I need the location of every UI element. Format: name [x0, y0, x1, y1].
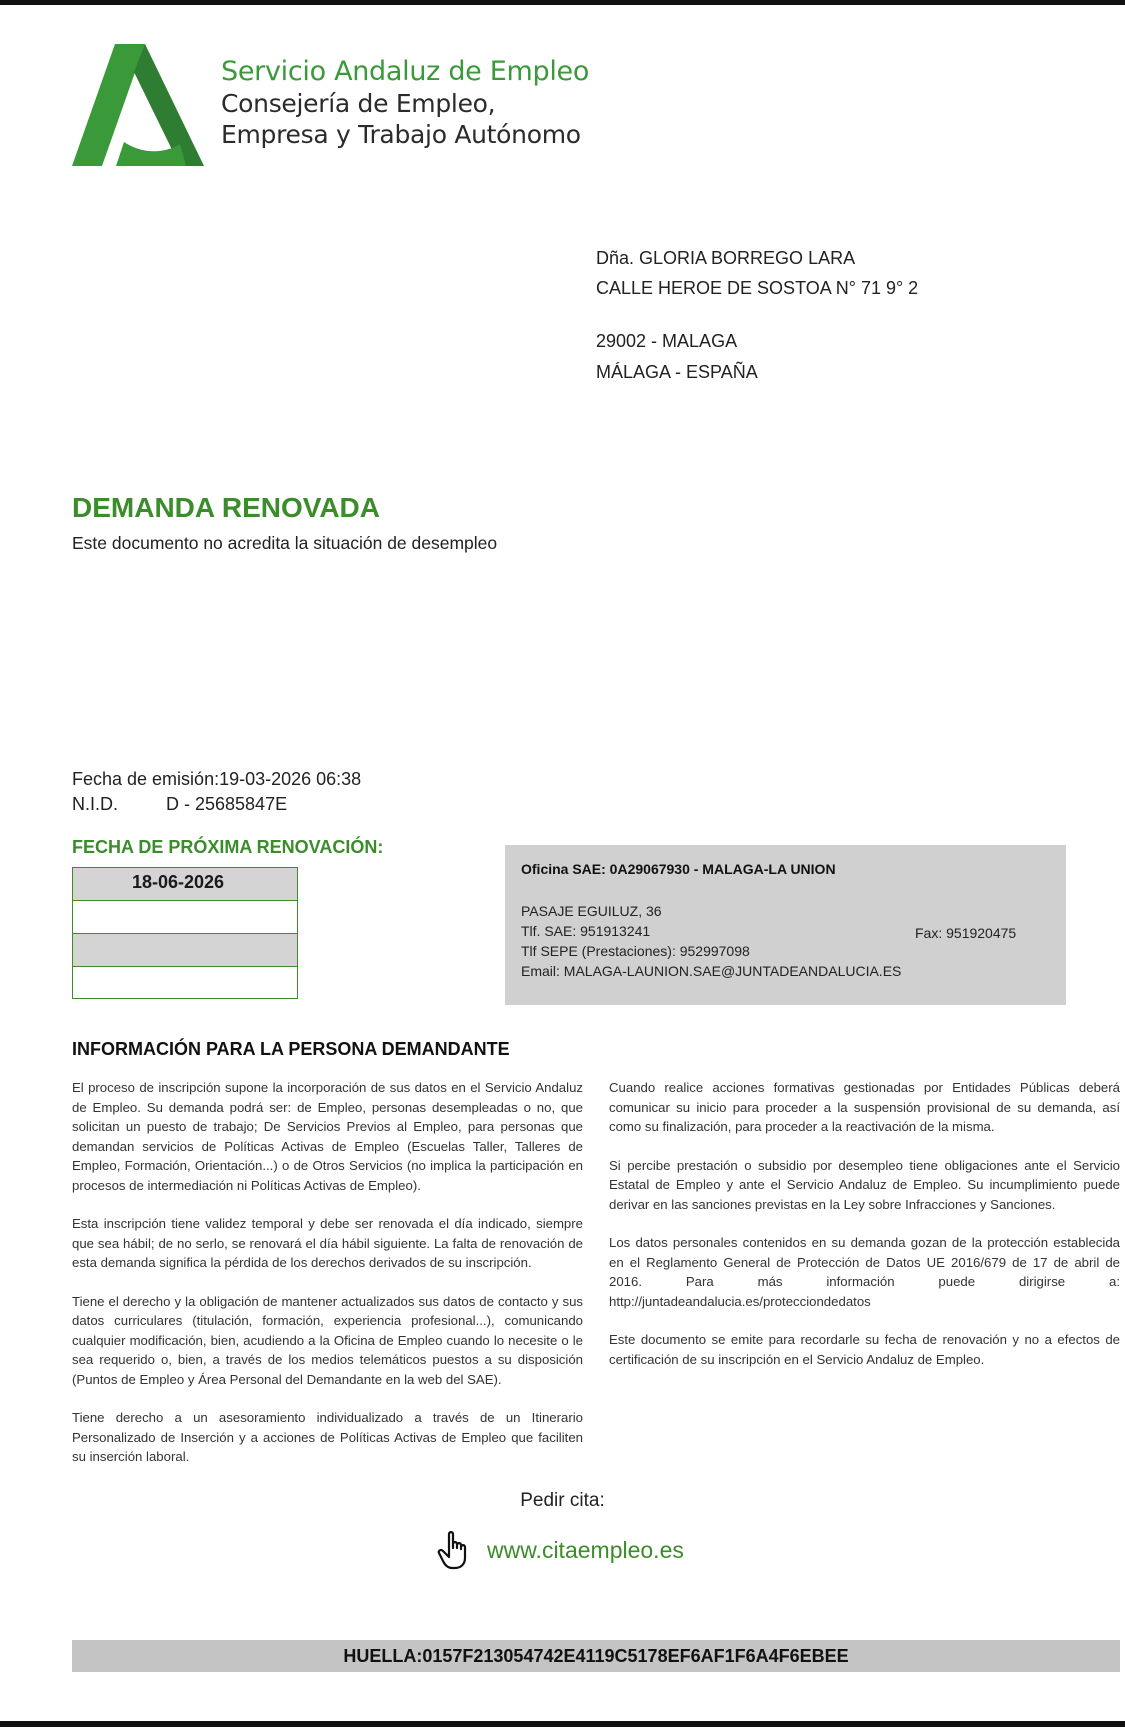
organization-header [221, 56, 589, 150]
renewal-row [72, 867, 298, 900]
bottom-border [0, 1721, 1125, 1727]
document-subtitle: Este documento no acredita la situación de desempleo [72, 533, 498, 553]
info-paragraph: Si percibe prestación o subsidio por desempleo tiene obligaciones ante el Servicio Estatal de Empleo y ante el Servicio Andaluz de Empleo. Su incumplimiento puede derivar en las sanciones previstas en la Ley sobre Infracciones y Sanciones. [609, 1157, 1120, 1212]
nid-value: D - 25685847E [166, 794, 288, 814]
renewal-row-empty [72, 933, 298, 966]
emission-date [72, 769, 361, 790]
top-border [0, 0, 1125, 5]
recipient-street: CALLE HEROE DE SOSTOA N° 71 9° 2 [596, 278, 919, 298]
junta-andalucia-logo-icon [72, 44, 204, 166]
recipient-name: Dña. GLORIA BORREGO LARA [596, 248, 856, 268]
office-phone-sepe: Tlf SEPE (Prestaciones): 952997098 [521, 943, 750, 959]
renewal-label: FECHA DE PRÓXIMA RENOVACIÓN: [72, 837, 384, 857]
office-email: Email: MALAGA-LAUNION.SAE@JUNTADEANDALUCIA.ES [521, 963, 902, 979]
nid-label: N.I.D. [72, 794, 119, 814]
emission-date-label: Fecha de emisión: [72, 769, 220, 789]
info-paragraph: Los datos personales contenidos en su demanda gozan de la protección establecida en el Reglamento General de Protección de Datos UE 2016/679 de 17 de abril de 2016. Para más información puede dirigirse a: http://juntadeandalucia.es/protecciondedatos [609, 1235, 1120, 1309]
renewal-row-empty [72, 900, 298, 933]
citaempleo-link[interactable]: www.citaempleo.es [487, 1536, 684, 1563]
office-phone-sae: Tlf. SAE: 951913241 [521, 923, 651, 939]
office-info-box [505, 845, 1066, 1005]
org-department-line2: Empresa y Trabajo Autónomo [221, 120, 581, 149]
renewal-date: 18-06-2026 [131, 872, 225, 892]
info-paragraph: El proceso de inscripción supone la incorporación de sus datos en el Servicio Andaluz de Empleo. Su demanda podrá ser: de Empleo, personas desempleadas o no, que solicitan un puesto de trabajo; De Servicios Previos al Empleo, para personas que demandan servicios de Políticas Activas de Empleo (Escuelas Taller, Talleres de Empleo, Formación, Orientación...) o de Otros Servicios (no implica la participación en procesos de intermediación ni Políticas Activas de Empleo). [72, 1080, 583, 1193]
appointment-label: Pedir cita: [520, 1490, 605, 1511]
document-fingerprint: HUELLA:0157F213054742E4119C5178EF6AF1F6A4F6EBEE [72, 1640, 1120, 1672]
info-section-title: INFORMACIÓN PARA LA PERSONA DEMANDANTE [72, 1039, 510, 1059]
recipient-province-country: MÁLAGA - ESPAÑA [596, 362, 758, 382]
pointing-hand-icon [437, 1530, 473, 1570]
info-right-column [609, 1078, 1120, 1388]
info-left-column [72, 1078, 583, 1486]
appointment-link-row[interactable] [437, 1530, 684, 1570]
org-department-line1: Consejería de Empleo, [221, 89, 496, 118]
renewal-date-table [72, 867, 298, 999]
emission-date-value: 19-03-2026 06:38 [219, 769, 362, 789]
office-fax: Fax: 951920475 [915, 925, 1017, 941]
info-paragraph: Tiene el derecho y la obligación de mantener actualizados sus datos de contacto y sus datos curriculares (titulación, formación, experiencia profesional...), comunicando cualquier modificación, bien, acudiendo a la Oficina de Empleo cuando lo necesite o le sea requerido o, bien, a través de los medios telemáticos puestos a su disposición (Puntos de Empleo y Área Personal del Demandante en la web del SAE). [72, 1293, 583, 1387]
nid [72, 794, 372, 815]
info-paragraph: Este documento se emite para recordarle su fecha de renovación y no a efectos de certificación de su inscripción en el Servicio Andaluz de Empleo. [609, 1332, 1120, 1367]
document-title: DEMANDA RENOVADA [72, 492, 380, 523]
recipient-postal-city: 29002 - MALAGA [596, 331, 738, 351]
office-address: PASAJE EGUILUZ, 36 [521, 903, 662, 919]
info-paragraph: Tiene derecho a un asesoramiento individualizado a través de un Itinerario Personalizado de Inserción y a acciones de Políticas Activas de Empleo que faciliten su inserción laboral. [72, 1410, 583, 1464]
info-paragraph: Esta inscripción tiene validez temporal y debe ser renovada el día indicado, siempre que sea hábil; de no serlo, se renovará el día hábil siguiente. La falta de renovación de esta demanda significa la pérdida de los derechos derivados de su inscripción. [72, 1216, 583, 1270]
office-name: Oficina SAE: 0A29067930 - MALAGA-LA UNION [521, 861, 836, 877]
org-name: Servicio Andaluz de Empleo [221, 56, 590, 87]
info-paragraph: Cuando realice acciones formativas gestionadas por Entidades Públicas deberá comunicar su inicio para proceder a la suspensión provisional de su demanda, así como su finalización, para proceder a la reactivación de la misma. [609, 1080, 1120, 1134]
renewal-row-empty [72, 966, 298, 999]
